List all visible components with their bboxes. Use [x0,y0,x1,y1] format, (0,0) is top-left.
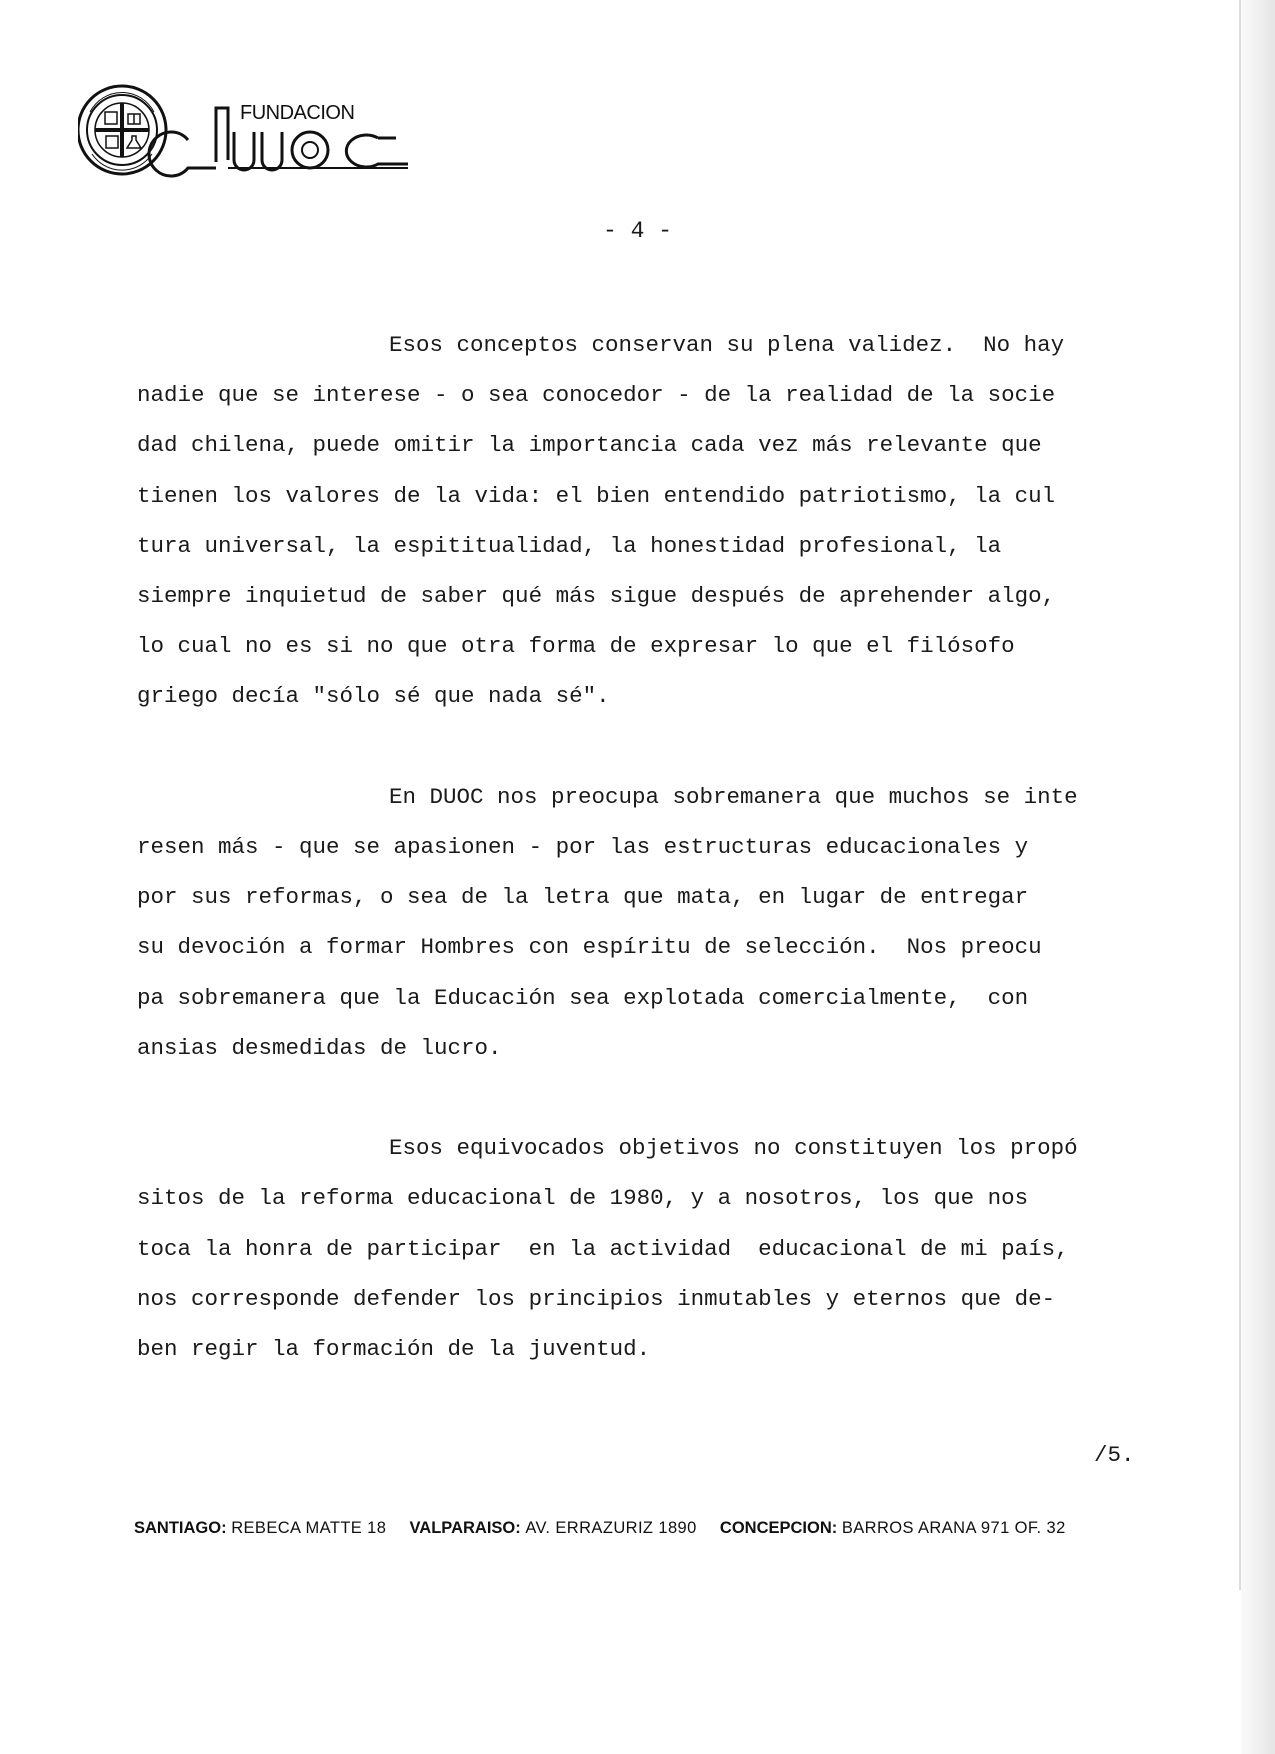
text-line: lo cual no es si no que otra forma de expresar lo que el filósofo [137,633,1015,660]
letter-body [137,320,1177,1424]
text-line: por sus reformas, o sea de la letra que mata, en lugar de entregar [137,884,1029,911]
text-line: toca la honra de participar en la actividad educacional de mi país, [137,1235,1069,1262]
text-line: griego decía "sólo sé que nada sé". [137,683,610,710]
letterhead-logo [78,82,418,180]
text-line: nadie que se interese - o sea conocedor - de la realidad de la socie [137,382,1056,409]
paragraph-1 [137,320,1177,722]
text-line: resen más - que se apasionen - por las estructuras educacionales y [137,834,1029,861]
scan-edge-shadow [1241,0,1275,1754]
footer-address-valparaiso: AV. ERRAZURIZ 1890 [525,1519,697,1537]
continuation-marker: /5. [1094,1442,1135,1468]
text-line: dad chilena, puede omitir la importancia cada vez más relevante que [137,432,1042,459]
text-line: ben regir la formación de la juventud. [137,1336,651,1363]
text-line: Esos equivocados objetivos no constituyen los propó [389,1135,1078,1162]
footer-city-valparaiso: VALPARAISO: [409,1519,521,1537]
text-line: tienen los valores de la vida: el bien entendido patriotismo, la cul [137,482,1056,509]
letterhead-footer [134,1519,1066,1538]
text-line: sitos de la reforma educacional de 1980, y a nosotros, los que nos [137,1185,1029,1212]
footer-address-concepcion: BARROS ARANA 971 OF. 32 [841,1519,1066,1537]
page-number: - 4 - [602,218,672,244]
letterhead-wordmark: FUNDACION [240,102,355,124]
text-line: ansias desmedidas de lucro. [137,1034,502,1061]
paragraph-3 [137,1123,1177,1374]
text-line: siempre inquietud de saber qué más sigue después de aprehender algo, [137,583,1056,610]
paragraph-2 [137,772,1177,1073]
text-line: Esos conceptos conservan su plena validez. No hay [389,332,1065,358]
text-line: su devoción a formar Hombres con espíritu de selección. Nos preocu [137,934,1042,961]
duoc-seal-and-wordmark [78,82,418,180]
footer-address-santiago: REBECA MATTE 18 [231,1519,387,1537]
text-line: nos corresponde defender los principios inmutables y eternos que de- [137,1285,1056,1312]
footer-city-concepcion: CONCEPCION: [719,1519,838,1537]
footer-city-santiago: SANTIAGO: [134,1519,227,1537]
text-line: pa sobremanera que la Educación sea explotada comercialmente, con [137,984,1029,1011]
text-line: tura universal, la espititualidad, la honestidad profesional, la [137,532,1002,559]
text-line: En DUOC nos preocupa sobremanera que muchos se inte [389,783,1078,810]
